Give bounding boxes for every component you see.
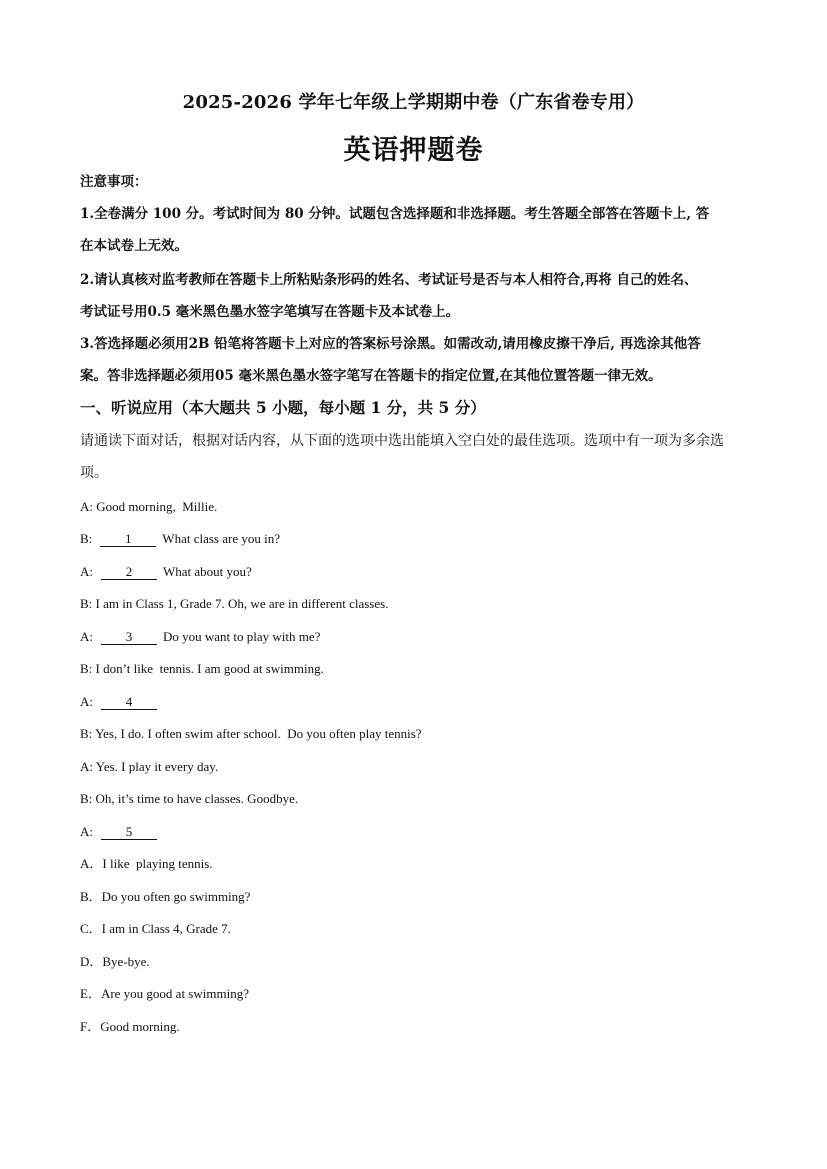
note-line: 1.全卷满分 100 分。考试时间为 80 分钟。试题包含选择题和非选择题。考生答题全部答在答题卡上, 答 [80, 206, 710, 222]
dialogue-text: Good morning, Millie. [93, 499, 218, 514]
dialogue-line [80, 628, 320, 646]
option-b: B．Do you often go swimming? [80, 889, 251, 904]
answer-blank-4[interactable]: 4 [101, 695, 157, 710]
exam-subtitle: 英语押题卷 [343, 135, 484, 166]
dialogue-text: I don’t like tennis. I am good at swimming. [92, 661, 324, 676]
speaker: B: [80, 791, 93, 806]
answer-blank-2[interactable]: 2 [101, 565, 157, 580]
section-heading: 一、听说应用（本大题共 5 小题，每小题 1 分，共 5 分） [80, 398, 486, 417]
note-line: 在本试卷上无效。 [80, 238, 188, 254]
speaker: B: [80, 726, 93, 741]
note-line: 3.答选择题必须用2B 铅笔将答题卡上对应的答案标号涂黑。如需改动,请用橡皮擦干净后, 再选涂其他答 [80, 336, 701, 352]
dialogue-text: Yes, I do. I often swim after school. Do you often play tennis? [92, 726, 422, 741]
dialogue-text: Oh, it’s time to have classes. Goodbye. [92, 791, 299, 806]
instruction-line: 请通读下面对话，根据对话内容，从下面的选项中选出能填入空白处的最佳选项。选项中有一项为多余选 [80, 433, 724, 449]
answer-blank-5[interactable]: 5 [101, 825, 157, 840]
instruction-line: 项。 [80, 465, 108, 481]
dialogue-line [80, 530, 280, 548]
option-a: A．I like playing tennis. [80, 856, 213, 871]
answer-blank-1[interactable]: 1 [100, 532, 156, 547]
speaker: A: [80, 824, 93, 839]
dialogue-line [80, 595, 388, 613]
dialogue-text: Yes. I play it every day. [93, 759, 219, 774]
option-f: F．Good morning. [80, 1019, 180, 1034]
dialogue-text: I am in Class 1, Grade 7. Oh, we are in different classes. [92, 596, 389, 611]
note-line: 2.请认真核对监考教师在答题卡上所粘贴条形码的姓名、考试证号是否与本人相符合,再将 自己的姓名、 [80, 272, 698, 288]
option-e: E．Are you good at swimming? [80, 986, 249, 1001]
note-line: 案。答非选择题必须用05 毫米黑色墨水签字笔写在答题卡的指定位置,在其他位置答题一律无效。 [80, 368, 662, 384]
speaker: B: [80, 531, 93, 546]
dialogue-line [80, 823, 163, 841]
note-line: 考试证号用0.5 毫米黑色墨水签字笔填写在答题卡及本试卷上。 [80, 304, 460, 320]
exam-title: 2025-2026 学年七年级上学期期中卷（广东省卷专用） [182, 92, 645, 113]
dialogue-text: What class are you in? [162, 531, 280, 546]
speaker: A: [80, 499, 93, 514]
answer-blank-3[interactable]: 3 [101, 630, 157, 645]
speaker: A: [80, 759, 93, 774]
dialogue-line [80, 790, 298, 808]
option-d: D．Bye-bye. [80, 954, 150, 969]
notes-heading: 注意事项： [80, 174, 148, 190]
speaker: B: [80, 596, 93, 611]
option-c: C．I am in Class 4, Grade 7. [80, 921, 231, 936]
speaker: A: [80, 564, 93, 579]
speaker: A: [80, 629, 93, 644]
speaker: B: [80, 661, 93, 676]
dialogue-line [80, 693, 163, 711]
dialogue-text: What about you? [163, 564, 252, 579]
dialogue-line [80, 725, 422, 743]
dialogue-line [80, 758, 218, 776]
dialogue-text: Do you want to play with me? [163, 629, 321, 644]
dialogue-line [80, 498, 217, 516]
dialogue-line [80, 660, 324, 678]
speaker: A: [80, 694, 93, 709]
dialogue-line [80, 563, 252, 581]
